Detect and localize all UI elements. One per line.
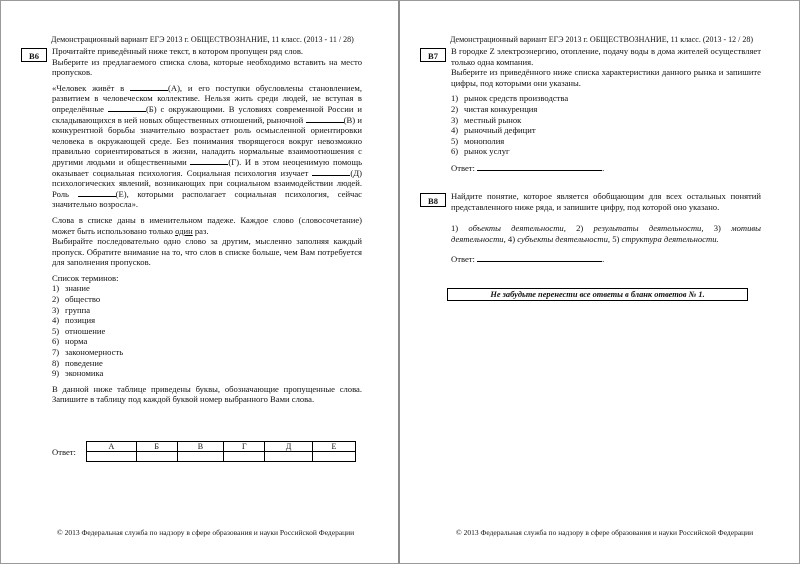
item-text: объекты деятельности, [468,223,566,234]
item-number: 2) [52,294,60,305]
answer-table-input-row [87,452,356,462]
options-list [451,93,761,157]
item-number: 7) [52,347,60,358]
answer-cell-e[interactable] [312,452,355,462]
instructions-text: Слова в списке даны в именительном падеже. Каждое слово (словосочетание) может быть использовано только [52,214,362,236]
passage-text: (В) и конкурентной борьбы значительно возрастает роль осмысленной ориентировки человека в окружающей среде. Без понимания творящегося вокруг невозможно правильно сориентироваться в жизни, наладить нормальные взаимоотношения с другими людьми и общественными [52,114,362,167]
list-item [52,305,362,316]
item-number: 4) [507,233,516,244]
table-header-cell: Е [312,442,355,452]
item-number: 3) [451,114,459,125]
answer-field-b7[interactable] [477,162,602,171]
list-item [451,104,761,115]
list-item [451,136,761,147]
item-number: 1) [451,223,459,234]
list-item [52,336,362,347]
blank-d [190,157,228,165]
page-header: Демонстрационный вариант ЕГЭ 2013 г. ОБЩЕСТВОЗНАНИЕ, 11 класс. (2013 - 12 / 28) [450,35,754,44]
list-item [52,358,362,369]
item-text: норма [65,336,88,347]
item-text: структура деятельности. [621,233,719,244]
item-number: 8) [52,357,60,368]
task-b7-body [451,46,761,174]
list-item [52,294,362,305]
item-number: 6) [451,146,459,157]
instructions-text: раз. [192,225,209,236]
item-number: 1) [52,283,60,294]
table-header-cell: В [177,442,223,452]
item-text: местный рынок [464,114,522,125]
list-item [451,93,761,104]
passage-text: «Человек живёт в [52,82,130,93]
list-item [52,368,362,379]
passage-text: (Д) психологических явлений, возникающих при социальном взаимодействии людей. Роль [52,167,362,199]
table-header-cell: А [87,442,137,452]
list-item [52,326,362,337]
list-item [52,347,362,358]
item-text: отношение [65,325,106,336]
answer-label: Ответ: [52,447,76,457]
task-b8-text: Найдите понятие, которое является обобщающим для всех остальных понятий представленного ниже ряда, и запишите цифру, под которой оно указано. [451,191,761,212]
answer-table [86,441,356,462]
page-header: Демонстрационный вариант ЕГЭ 2013 г. ОБЩЕСТВОЗНАНИЕ, 11 класс. (2013 - 11 / 28) [51,35,354,44]
answer-field-b8[interactable] [477,253,602,262]
list-item [52,283,362,294]
item-text: рынок услуг [464,146,510,157]
page-footer: © 2013 Федеральная служба по надзору в сфере образования и науки Российской Федерации [57,528,355,537]
answer-row-b7: Ответ: . [451,162,605,173]
list-item [451,146,761,157]
item-number: 5) [612,233,620,244]
passage-text: (А), и его поступки обусловлены становлением, развитием в человеческом коллективе. Нельзя жить среди людей, не вступая в определённые [52,82,362,114]
task-intro-1: Прочитайте приведённый ниже текст, в котором пропущен ряд слов. [52,46,304,56]
answer-table-header-row [87,442,356,452]
task-intro-2: Выберите из предлагаемого списка слова, которые необходимо вставить на место пропусков. [52,56,362,78]
answer-label: Ответ: [451,254,475,265]
answer-cell-a[interactable] [87,452,137,462]
list-item [52,315,362,326]
item-number: 3) [52,304,60,315]
item-number: 4) [52,315,60,326]
item-number: 2) [451,103,459,114]
instructions-1 [52,215,362,236]
item-text: общество [65,294,101,305]
item-number: 5) [451,135,459,146]
page-right [400,0,800,564]
task-b7-text-2: Выберите из приведённого ниже списка характеристики данного рынка и запишите цифры, под которыми они указаны. [451,67,761,88]
item-text: группа [65,304,91,315]
item-text: рыночный дефицит [464,125,536,136]
item-text: чистая конкуренция [464,103,538,114]
table-header-cell: Д [265,442,312,452]
passage [52,83,362,210]
task-label-b7: B7 [420,48,446,62]
answer-cell-v[interactable] [177,452,223,462]
task-b6-body [52,46,362,405]
task-b8-body [451,191,761,265]
answer-row-b8: Ответ: . [451,254,605,265]
task-b7-text-1: В городке Z электроэнергию, отопление, подачу воды в дома жителей осуществляет только одна компания. [451,46,761,67]
answer-label: Ответ: [451,162,475,173]
task-label-b8: B8 [420,193,446,207]
blank-e [312,168,350,176]
task-label-b6: B6 [21,48,47,62]
item-text: мотивы деятельности, [451,223,761,244]
passage-text: (Б) с окружающими. В условиях современной России и складывающихся в ней новых общественных отношений, рыночной [52,103,362,125]
item-text: экономика [65,368,104,379]
item-text: субъекты деятельности, [517,233,611,244]
table-header-cell: Г [224,442,265,452]
item-number: 3) [713,223,721,234]
terms-title: Список терминов: [52,272,119,283]
list-item [451,115,761,126]
item-text: поведение [65,357,103,368]
concept-series [451,223,761,244]
list-item [451,125,761,136]
item-number: 6) [52,336,60,347]
item-text: знание [65,283,90,294]
answer-cell-d[interactable] [265,452,312,462]
passage-text: (Г). И в этом неоценимую помощь оказывает социальная психология. Социальная психология изучает [52,156,362,178]
answer-cell-g[interactable] [224,452,265,462]
passage-text: (Е), которыми располагает социальная психология, сейчас значительно возросла». [52,188,362,210]
answer-cell-b[interactable] [136,452,177,462]
item-number: 2) [576,223,584,234]
blank-a [130,83,168,91]
reminder-box: Не забудьте перенести все ответы в бланк ответов № 1. [447,288,748,301]
item-text: рынок средств производства [464,93,569,104]
item-number: 1) [451,93,459,104]
instructions-2: Выбирайте последовательно одно слово за другим, мысленно заполняя каждый пропуск. Обратите внимание на то, что слов в списке больше, чем Вам потребуется для заполнения пропусков. [52,236,362,268]
page-left [0,0,400,564]
item-text: позиция [65,315,96,326]
terms-list [52,283,362,378]
item-number: 4) [451,125,459,136]
item-number: 5) [52,325,60,336]
item-text: результаты деятельности, [593,223,704,234]
blank-c [306,115,344,123]
table-header-cell: Б [136,442,177,452]
blank-f [78,189,116,197]
item-number: 9) [52,368,60,379]
underlined-word: один [175,225,193,236]
page-footer: © 2013 Федеральная служба по надзору в сфере образования и науки Российской Федерации [456,528,754,537]
blank-b [108,104,146,112]
item-text: монополия [464,135,505,146]
item-text: закономерность [65,347,124,358]
table-note: В данной ниже таблице приведены буквы, обозначающие пропущенные слова. Запишите в таблицу под каждой буквой номер выбранного Вами слова. [52,383,362,405]
